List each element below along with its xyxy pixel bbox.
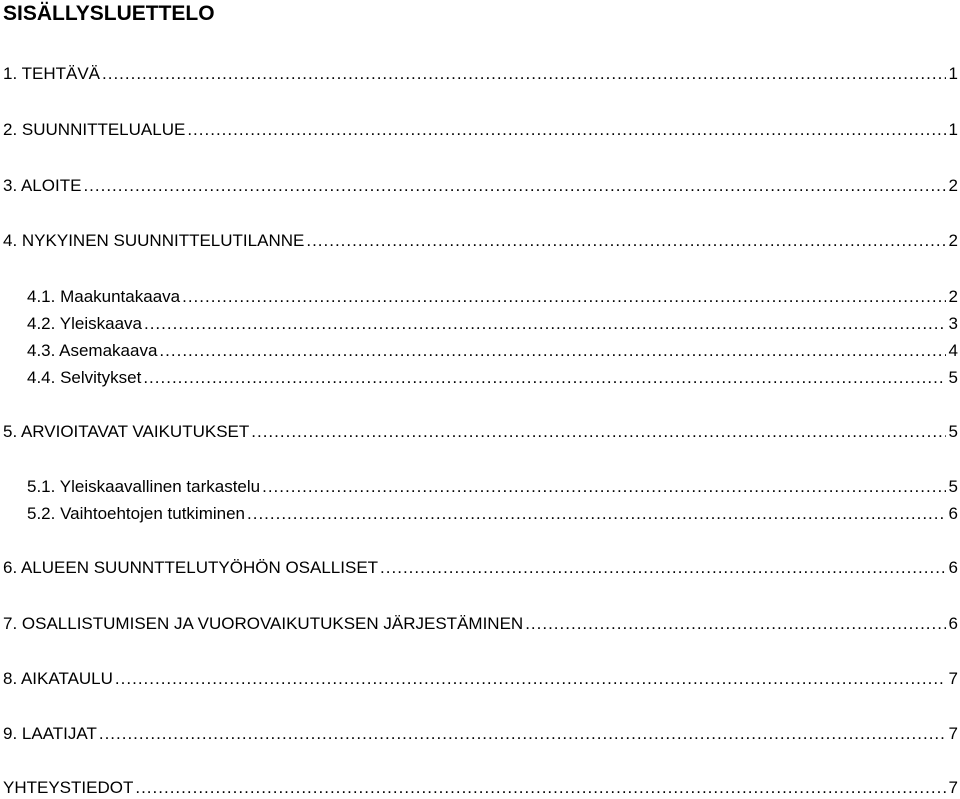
- toc-entry-label: 4.4. Selvitykset: [27, 368, 142, 387]
- toc-entry-label: 9. LAATIJAT: [3, 724, 97, 743]
- toc-leader-dots: [306, 230, 946, 252]
- toc-leader-dots: [247, 503, 946, 525]
- toc-entry-page: 7: [948, 778, 958, 797]
- toc-entry-selvitykset[interactable]: [27, 367, 960, 389]
- toc-entry-osallistumisen-jarjestaminen[interactable]: [3, 613, 960, 635]
- toc-entry-label: 5.2. Vaihtoehtojen tutkiminen: [27, 504, 245, 523]
- toc-leader-dots: [251, 421, 946, 443]
- toc-entry-page: 2: [948, 231, 958, 250]
- toc-entry-page: 5: [948, 368, 958, 387]
- toc-entry-page: 3: [948, 314, 958, 333]
- toc-leader-dots: [135, 777, 946, 799]
- toc-leader-dots: [115, 668, 946, 690]
- toc-entry-arvioitavat-vaikutukset[interactable]: [3, 421, 960, 443]
- toc-entry-page: 2: [948, 287, 958, 306]
- toc-entry-page: 5: [948, 422, 958, 441]
- toc-entry-label: 2. SUUNNITTELUALUE: [3, 120, 186, 139]
- toc-entry-label: 3. ALOITE: [3, 176, 82, 195]
- toc-entry-label: 1. TEHTÄVÄ: [3, 64, 100, 83]
- toc-leader-dots: [99, 723, 946, 745]
- toc-leader-dots: [187, 119, 946, 141]
- toc-leader-dots: [159, 340, 946, 362]
- toc-entry-label: 4.1. Maakuntakaava: [27, 287, 181, 306]
- toc-title: SISÄLLYSLUETTELO: [3, 2, 215, 25]
- toc-entry-aloite[interactable]: [3, 175, 960, 197]
- toc-entry-vaihtoehtojen-tutkiminen[interactable]: [27, 503, 960, 525]
- toc-entry-label: 4. NYKYINEN SUUNNITTELUTILANNE: [3, 231, 305, 250]
- toc-entry-page: 7: [948, 669, 958, 688]
- toc-leader-dots: [143, 367, 946, 389]
- toc-entry-nykyinen-suunnittelutilanne[interactable]: [3, 230, 960, 252]
- toc-entry-label: 5.1. Yleiskaavallinen tarkastelu: [27, 477, 261, 496]
- toc-entry-alueen-osalliset[interactable]: [3, 557, 960, 579]
- toc-entry-laatijat[interactable]: [3, 723, 960, 745]
- toc-leader-dots: [525, 613, 946, 635]
- toc-entry-label: 4.2. Yleiskaava: [27, 314, 142, 333]
- toc-entry-page: 4: [948, 341, 958, 360]
- toc-entry-yleiskaava[interactable]: [27, 313, 960, 335]
- toc-entry-page: 6: [948, 614, 958, 633]
- toc-entry-page: 5: [948, 477, 958, 496]
- toc-entry-page: 1: [948, 64, 958, 83]
- toc-leader-dots: [182, 286, 946, 308]
- toc-entry-suunnittelualue[interactable]: [3, 119, 960, 141]
- toc-entry-aikataulu[interactable]: [3, 668, 960, 690]
- toc-entry-label: 7. OSALLISTUMISEN JA VUOROVAIKUTUKSEN JÄRJESTÄMINEN: [3, 614, 524, 633]
- toc-entry-page: 6: [948, 504, 958, 523]
- toc-entry-label: 5. ARVIOITAVAT VAIKUTUKSET: [3, 422, 250, 441]
- toc-entry-tehtava[interactable]: [3, 63, 960, 85]
- toc-leader-dots: [380, 557, 946, 579]
- toc-entry-page: 1: [948, 120, 958, 139]
- toc-entry-label: YHTEYSTIEDOT: [3, 778, 134, 797]
- toc-leader-dots: [102, 63, 946, 85]
- toc-entry-maakuntakaava[interactable]: [27, 286, 960, 308]
- toc-leader-dots: [262, 476, 946, 498]
- toc-entry-page: 7: [948, 724, 958, 743]
- toc-entry-label: 4.3. Asemakaava: [27, 341, 158, 360]
- toc-entry-label: 6. ALUEEN SUUNNTTELUTYÖHÖN OSALLISET: [3, 558, 379, 577]
- toc-entry-asemakaava[interactable]: [27, 340, 960, 362]
- toc-entry-page: 6: [948, 558, 958, 577]
- toc-leader-dots: [144, 313, 946, 335]
- toc-entry-yhteystiedot[interactable]: [3, 777, 960, 799]
- toc-entry-page: 2: [948, 176, 958, 195]
- toc-entry-yleiskaavallinen-tarkastelu[interactable]: [27, 476, 960, 498]
- toc-leader-dots: [83, 175, 946, 197]
- toc-entry-label: 8. AIKATAULU: [3, 669, 113, 688]
